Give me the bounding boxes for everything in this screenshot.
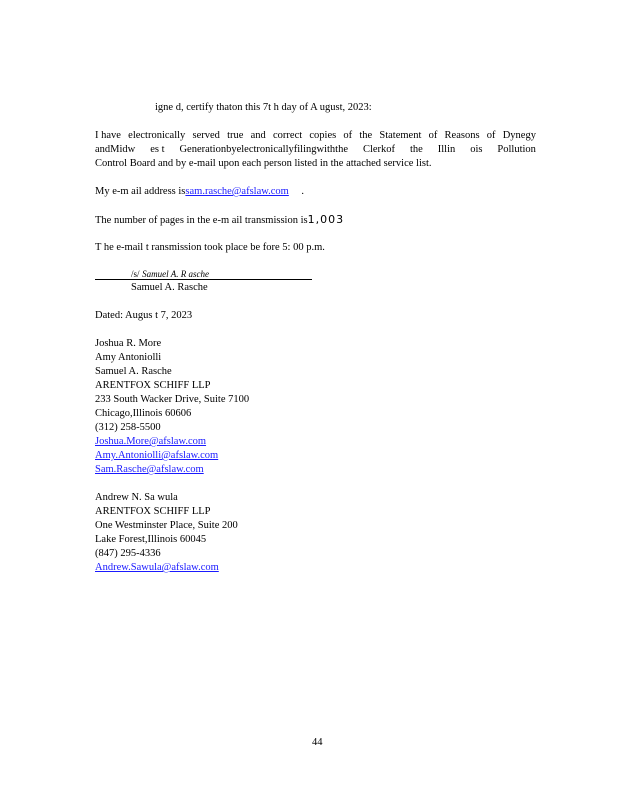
email-amy: [95, 449, 218, 463]
city-line-2: Lake Forest,Illinois 60045: [95, 534, 207, 545]
email-link-joshua[interactable]: Joshua.More@afslaw.com: [95, 436, 207, 447]
para1-line2-word: Generationbyelectronicallyfilingwiththe: [179, 144, 348, 155]
email-link-sam[interactable]: Sam.Rasche@afslaw.com: [95, 464, 204, 475]
sender-email-link[interactable]: sam.rasche@afslaw.com: [185, 186, 289, 197]
signature-name: Samuel A. R asche: [142, 269, 209, 279]
certification-opening: igne d, certify thaton this 7t h day of A ugust, 2023:: [155, 102, 372, 113]
page-count-prefix: The number of pages in the e-m ail transmission is: [95, 215, 308, 226]
phone-1: (312) 258-5500: [95, 422, 161, 433]
page-count-value: 1,003: [307, 213, 345, 226]
para1-line2-word: Clerkof: [362, 144, 396, 155]
email-joshua: [95, 435, 223, 449]
email-address-line: [95, 185, 304, 199]
attorney-name-4: Andrew N. Sa wula: [95, 492, 178, 503]
para1-line1-word: of: [343, 130, 353, 141]
para1-line1-word: the: [359, 130, 373, 141]
para1-line2-word: es t: [150, 144, 165, 155]
para1-line2-word: ois: [470, 144, 483, 155]
para1-line2-word: Illin: [437, 144, 456, 155]
street-address-2: One Westminster Place, Suite 200: [95, 520, 238, 531]
para1-line1-word: Reasons: [444, 130, 480, 141]
city-line-1: Chicago,Illinois 60606: [95, 408, 192, 419]
para1-line1-word: Dynegy: [502, 130, 536, 141]
printed-name: Samuel A. Rasche: [131, 282, 208, 293]
para1-line1-word: served: [192, 130, 220, 141]
signature-slash: /s/: [131, 269, 140, 279]
para1-line2-word: andMidw: [95, 144, 136, 155]
attorney-name-1: Joshua R. More: [95, 338, 162, 349]
email-sam: [95, 463, 204, 477]
para1-line1-word: Statement: [379, 130, 422, 141]
page-number: 44: [312, 737, 323, 748]
email-link-amy[interactable]: Amy.Antoniolli@afslaw.com: [95, 450, 219, 461]
firm-name-1: ARENTFOX SCHIFF LLP: [95, 380, 211, 391]
para1-line1-word: copies: [309, 130, 337, 141]
para1-line1-word: I have: [95, 130, 121, 141]
para1-line1-word: correct: [273, 130, 303, 141]
para1-line3: Control Board and by e-mail upon each person listed in the attached service list.: [95, 158, 432, 169]
para1-line1-word: electronically: [128, 130, 186, 141]
dated-line: Dated: Augus t 7, 2023: [95, 310, 193, 321]
email-andrew: [95, 561, 240, 575]
email-prefix: My e-m ail address is: [95, 186, 186, 197]
transmission-time-line: T he e-mail t ransmission took place be fore 5: 00 p.m.: [95, 242, 325, 253]
phone-2: (847) 295-4336: [95, 548, 161, 559]
para1-line1-word: of: [486, 130, 496, 141]
email-link-andrew[interactable]: Andrew.Sawula@afslaw.com: [95, 562, 219, 573]
firm-name-2: ARENTFOX SCHIFF LLP: [95, 506, 211, 517]
para1-line2-word: Pollution: [497, 144, 536, 155]
para1-line1-word: of: [428, 130, 438, 141]
para1-line1: [95, 129, 536, 143]
page-count-line: [95, 213, 344, 228]
attorney-name-2: Amy Antoniolli: [95, 352, 162, 363]
email-suffix: .: [301, 186, 305, 197]
para1-line1-word: and: [250, 130, 266, 141]
attorney-name-3: Samuel A. Rasche: [95, 366, 172, 377]
street-address-1: 233 South Wacker Drive, Suite 7100: [95, 394, 250, 405]
signature-line: [95, 279, 312, 280]
para1-line1-word: true: [227, 130, 244, 141]
para1-line2: [95, 143, 536, 157]
para1-line2-word: the: [409, 144, 423, 155]
